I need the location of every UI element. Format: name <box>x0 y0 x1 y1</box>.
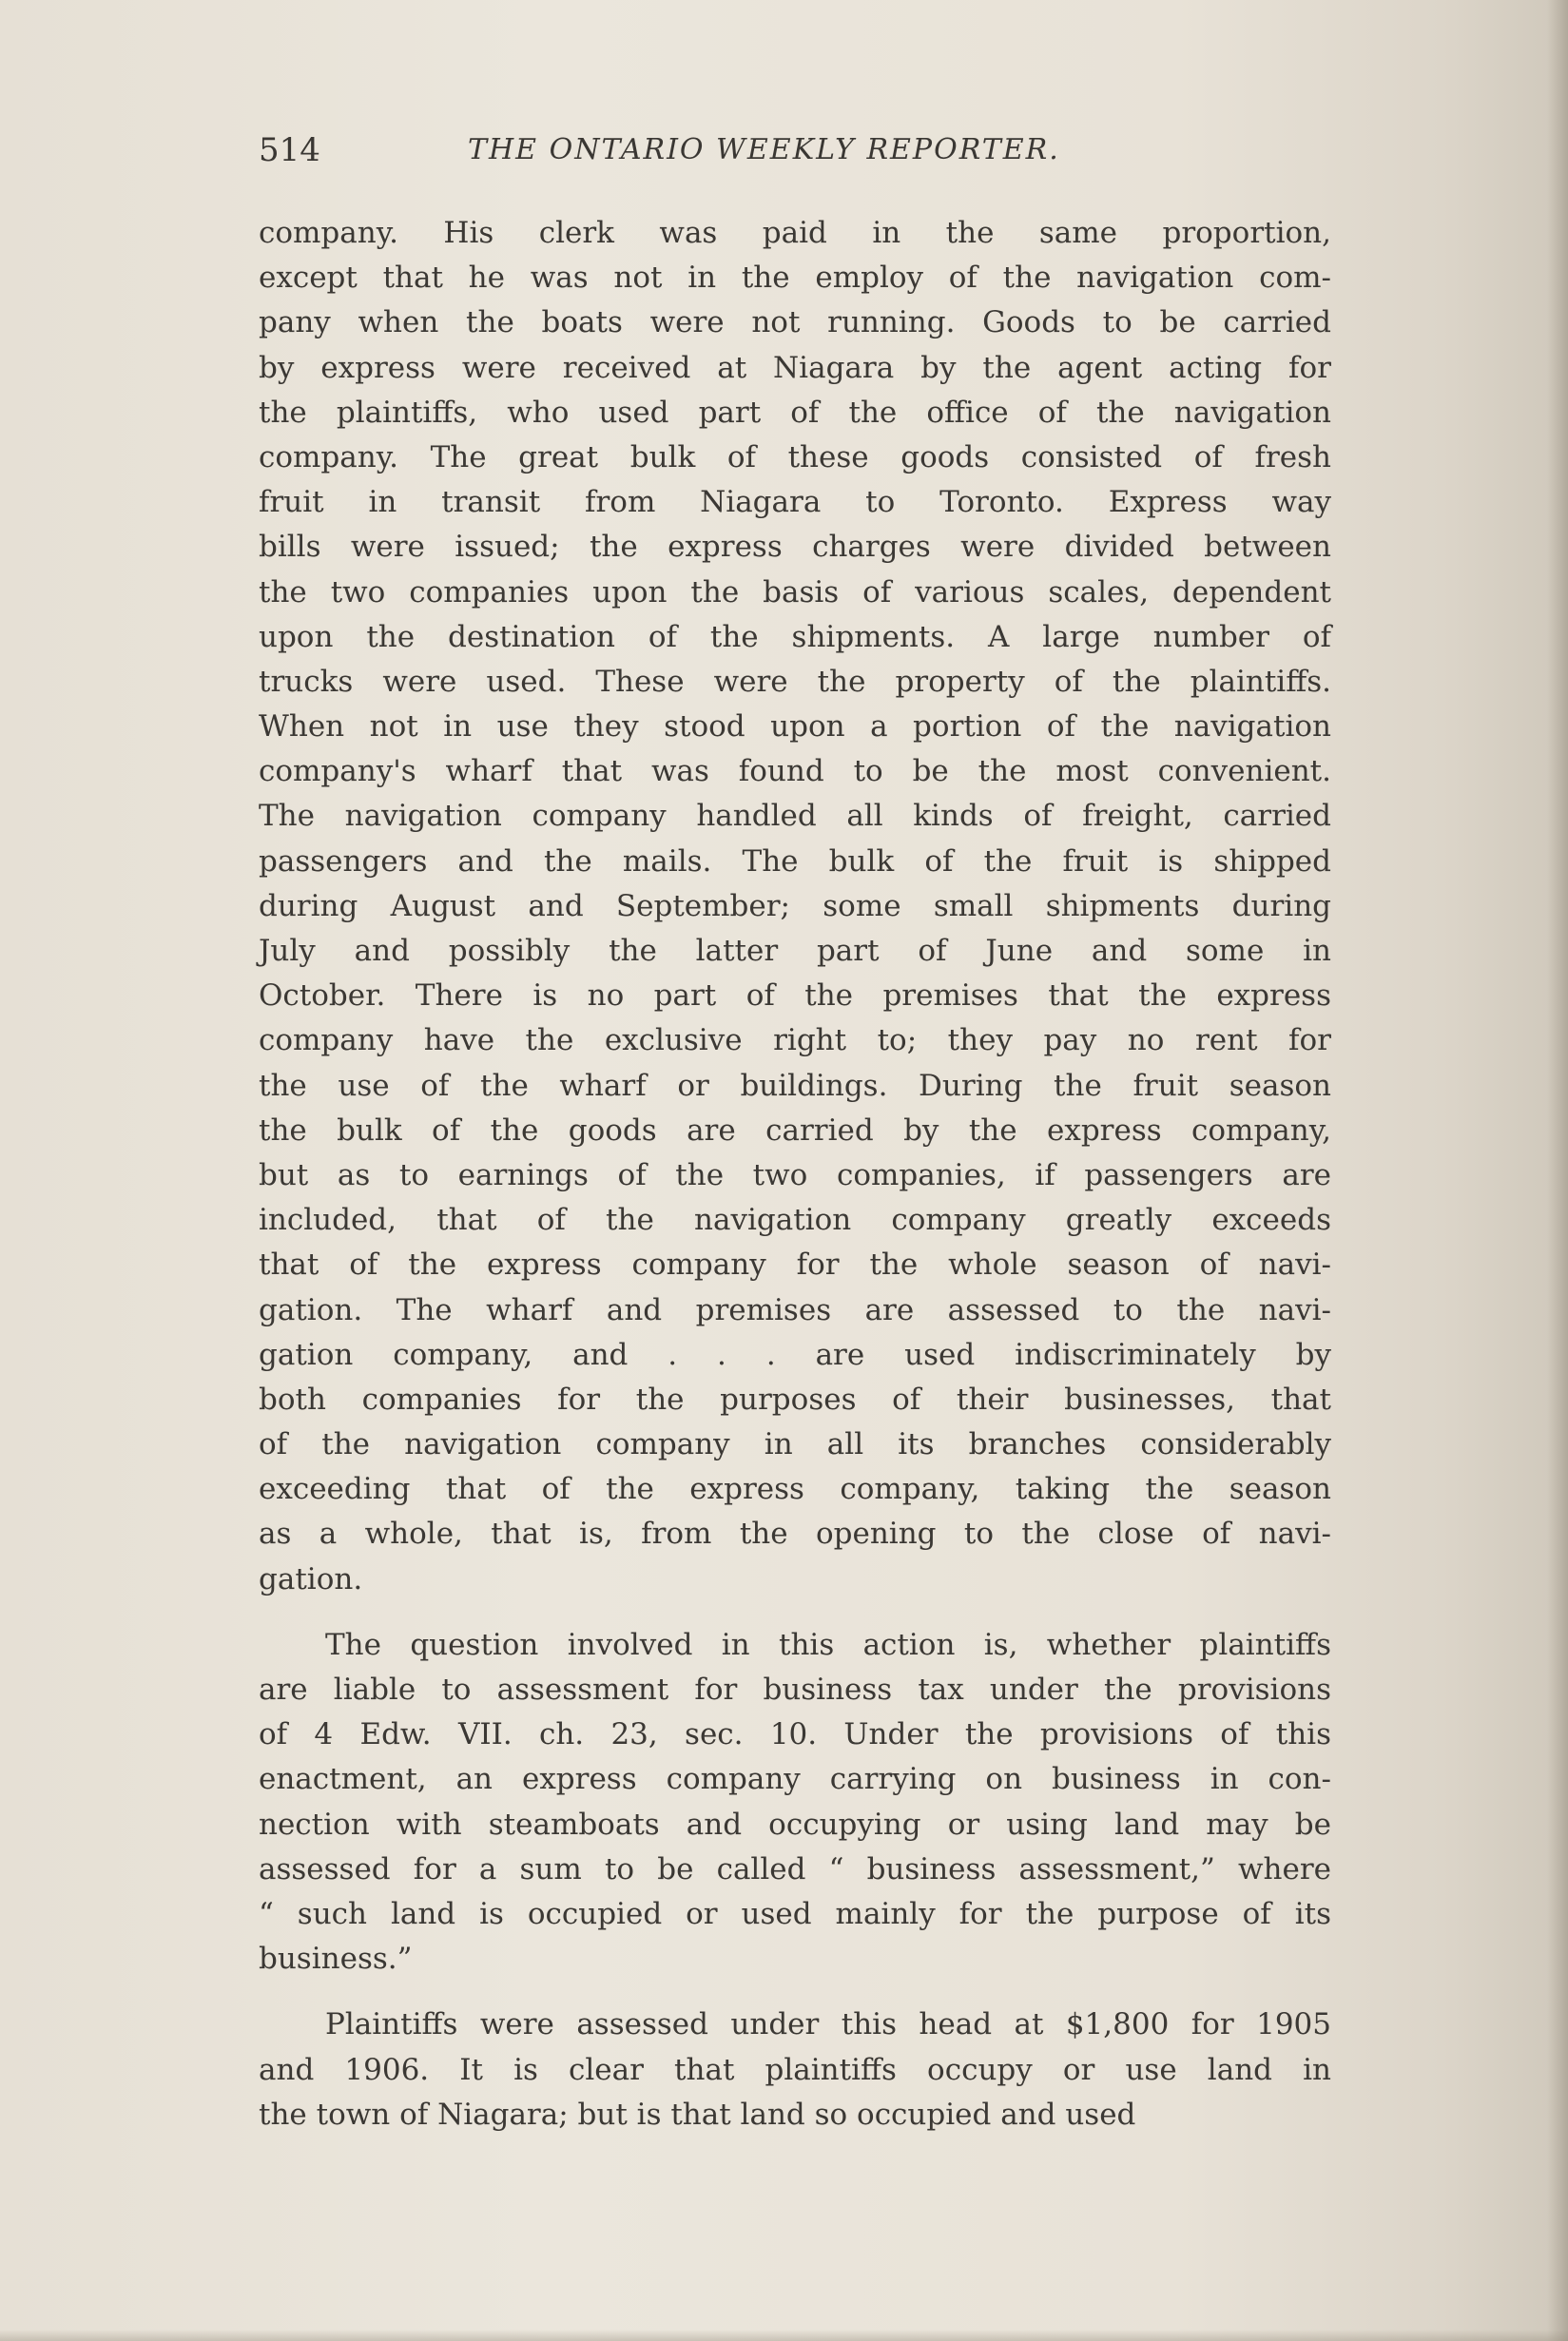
text-line: the use of the wharf or buildings. During the fruit season <box>259 1068 1331 1103</box>
text-line: gation. The wharf and premises are assessed to the navi- <box>259 1292 1331 1327</box>
text-line: of the navigation company in all its branches considerably <box>259 1427 1331 1462</box>
text-line: during August and September; some small shipments during <box>259 888 1331 923</box>
text-line: The question involved in this action is, whether plaintiffs <box>325 1627 1331 1662</box>
paragraph-3 <box>259 2002 1331 2138</box>
text-line: July and possibly the latter part of June and some in <box>259 934 1331 968</box>
text-line: the bulk of the goods are carried by the express company, <box>259 1112 1331 1148</box>
text-line: “ such land is occupied or used mainly for the purpose of its <box>259 1896 1331 1931</box>
text-line: company. The great bulk of these goods consisted of fresh <box>259 439 1331 474</box>
body-text <box>259 211 1331 2138</box>
text-line: trucks were used. These were the property of the plaintiffs. <box>259 664 1331 699</box>
text-line: that of the express company for the whole season of navi- <box>259 1248 1331 1283</box>
text-line: pany when the boats were not running. Goods to be carried <box>259 305 1331 340</box>
text-line: enactment, an express company carrying on business in con- <box>259 1762 1331 1797</box>
text-line: The navigation company handled all kinds of freight, carried <box>259 799 1331 834</box>
paragraph-1 <box>259 211 1331 1602</box>
text-line: Plaintiffs were assessed under this head at $1,800 for 1905 <box>325 2007 1331 2042</box>
running-head: THE ONTARIO WEEKLY REPORTER. <box>468 133 1060 166</box>
text-line: business.” <box>259 1942 413 1977</box>
text-line: except that he was not in the employ of the navigation com- <box>259 261 1331 296</box>
text-line: gation. <box>259 1561 363 1596</box>
text-line: as a whole, that is, from the opening to the close of navi- <box>259 1517 1331 1552</box>
text-line: assessed for a sum to be called “ business assessment,” where <box>259 1851 1331 1886</box>
text-line: the two companies upon the basis of various scales, dependent <box>259 574 1331 609</box>
text-line: passengers and the mails. The bulk of the fruit is shipped <box>259 843 1331 879</box>
text-line: but as to earnings of the two companies, if passengers are <box>259 1157 1331 1192</box>
text-line: fruit in transit from Niagara to Toronto. Express way <box>259 485 1331 520</box>
text-line: exceeding that of the express company, taking the season <box>259 1472 1331 1507</box>
paragraph-gap <box>259 1602 1331 1623</box>
page-bottom-edge <box>0 2330 1568 2341</box>
text-line: included, that of the navigation company greatly exceeds <box>259 1203 1331 1238</box>
text-line: by express were received at Niagara by the agent acting for <box>259 350 1331 385</box>
text-line: nection with steamboats and occupying or using land may be <box>259 1807 1331 1842</box>
text-line: of 4 Edw. VII. ch. 23, sec. 10. Under the provisions of this <box>259 1717 1331 1752</box>
paragraph-gap <box>259 1982 1331 2002</box>
paragraph-2 <box>259 1623 1331 1983</box>
text-line: company's wharf that was found to be the most convenient. <box>259 754 1331 789</box>
text-line: When not in use they stood upon a portion of the navigation <box>259 709 1331 745</box>
page-edge-shadow <box>1547 0 1568 2341</box>
text-line: bills were issued; the express charges were divided between <box>259 530 1331 565</box>
text-line: are liable to assessment for business tax under the provisions <box>259 1673 1331 1707</box>
page-header <box>259 131 1333 184</box>
text-line: and 1906. It is clear that plaintiffs occupy or use land in <box>259 2052 1331 2087</box>
text-line: company have the exclusive right to; they pay no rent for <box>259 1023 1331 1058</box>
text-line: gation company, and . . . are used indiscriminately by <box>259 1337 1331 1372</box>
text-line: company. His clerk was paid in the same proportion, <box>259 216 1331 250</box>
text-line: both companies for the purposes of their businesses, that <box>259 1382 1331 1417</box>
text-line: the plaintiffs, who used part of the office of the navigation <box>259 395 1331 430</box>
text-line: October. There is no part of the premises that the express <box>259 978 1331 1014</box>
text-line: the town of Niagara; but is that land so occupied and used <box>259 2097 1136 2132</box>
page-number: 514 <box>259 131 320 169</box>
text-line: upon the destination of the shipments. A large number of <box>259 619 1331 654</box>
